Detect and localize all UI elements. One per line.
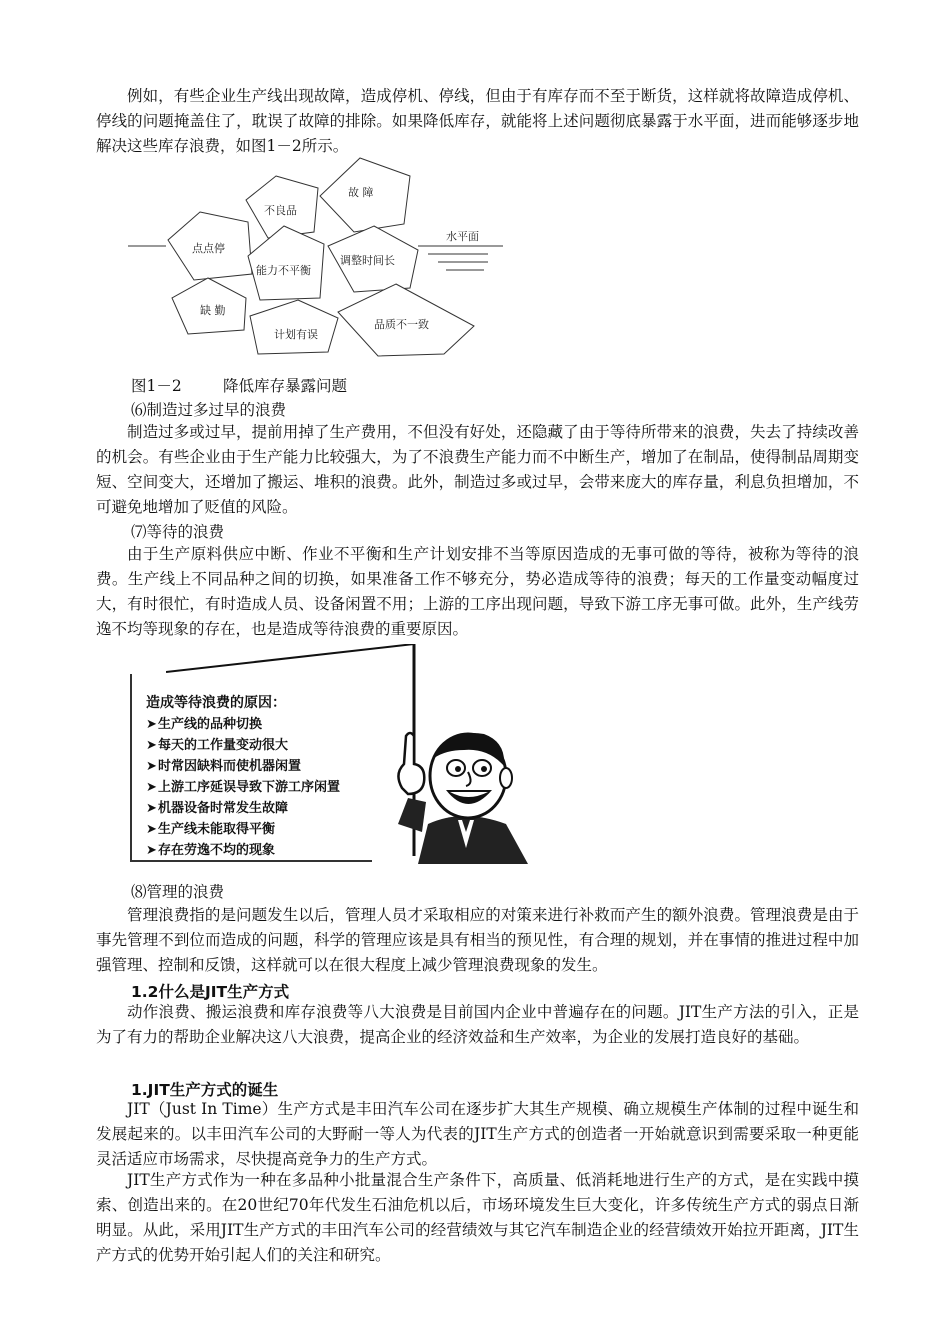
list-item: ➤生产线的品种切换 — [146, 717, 263, 732]
paragraph-overproduction: 制造过多或过早，提前用掉了生产费用，不但没有好处，还隐藏了由于等待所带来的浪费，失去了持续改善的机会。有些企业由于生产能力比较强大，为了不浪费生产能力而不中断生产，增加了在制品，使得制品周期变短、空间变大，还增加了搬运、堆积的浪费。此外，制造过多或过早，会带来庞大的库存量，利息负担增加，不可避免地增加了贬值的风险。 — [96, 423, 859, 516]
paragraph-jit-origin: JIT（Just In Time）生产方式是丰田汽车公司在逐步扩大其生产规模、确立规模生产体制的过程中诞生和发展起来的。以丰田汽车公司的大野耐一等人为代表的JIT生产方式的创造者一开始就意识到需要采取一种更能灵活适应市场需求，尽快提高竞争力的生产方式。 — [96, 1100, 859, 1168]
label-plan: 计划有误 — [274, 328, 318, 341]
list-item: ➤上游工序延误导致下游工序闲置 — [146, 780, 341, 795]
cartoon-man-illustration — [388, 728, 538, 864]
label-setup: 调整时间长 — [340, 254, 395, 267]
section-item-8: ⑻管理的浪费 — [131, 883, 225, 901]
label-fault: 故 障 — [348, 186, 374, 199]
list-item: ➤生产线未能取得平衡 — [146, 822, 276, 837]
pentagon-capacity — [248, 226, 324, 300]
reasons-list — [146, 714, 340, 861]
paragraph-eight-wastes: 动作浪费、搬运浪费和库存浪费等八大浪费是目前国内企业中普遍存在的问题。JIT生产方法的引入，正是为了有力的帮助企业解决这八大浪费，提高企业的经济效益和生产效率，为企业的发展打造良好的基础。 — [96, 1003, 859, 1046]
waiting-reasons-figure — [126, 644, 546, 866]
paragraph-jit-development: JIT生产方式作为一种在多品种小批量混合生产条件下，高质量、低消耗地进行生产的方式，是在实践中摸索、创造出来的。在20世纪70年代发生石油危机以后，市场环境发生巨大变化，许多传统生产方式的弱点日渐明显。从此，采用JIT生产方式的丰田汽车公司的经营绩效与其它汽车制造企业的经营绩效开始拉开距离，JIT生产方式的优势开始引起人们的关注和研究。 — [96, 1171, 859, 1264]
list-item: ➤时常因缺料而使机器闲置 — [146, 759, 302, 774]
list-item: ➤存在劳逸不均的现象 — [146, 843, 276, 858]
inventory-water-level-diagram — [128, 148, 503, 370]
list-item: ➤机器设备时常发生故障 — [146, 801, 289, 816]
label-absence: 缺 勤 — [200, 304, 226, 317]
intro-paragraph: 例如，有些企业生产线出现故障，造成停机、停线，但由于有库存而不至于断货，这样就将故障造成停机、停线的问题掩盖住了，耽误了故障的排除。如果降低库存，就能将上述问题彻底暴露于水平面，进而能够逐步地解决这些库存浪费，如图1－2所示。 — [96, 87, 859, 155]
reasons-title: 造成等待浪费的原因： — [146, 695, 286, 711]
paragraph-management: 管理浪费指的是问题发生以后，管理人员才采取相应的对策来进行补救而产生的额外浪费。管理浪费是由于事先管理不到位而造成的问题，科学的管理应该是具有相当的预见性，有合理的规划，并在事情的推进过程中加强管理、控制和反馈，这样就可以在很大程度上减少管理浪费现象的发生。 — [96, 906, 859, 974]
section-item-6: ⑹制造过多过早的浪费 — [131, 401, 287, 419]
section-item-7: ⑺等待的浪费 — [131, 523, 225, 541]
pentagon-plan — [250, 300, 338, 354]
paragraph-waiting: 由于生产原料供应中断、作业不平衡和生产计划安排不当等原因造成的无事可做的等待，被称为等待的浪费。生产线上不同品种之间的切换，如果准备工作不够充分，势必造成等待的浪费；每天的工作量变动幅度过大，有时很忙，有时造成人员、设备闲置不用；上游的工序出现问题，导致下游工序无事可做。此外，生产线劳逸不均等现象的存在，也是造成等待浪费的重要原因。 — [96, 545, 859, 638]
list-item: ➤每天的工作量变动很大 — [146, 738, 289, 753]
label-quality: 品质不一致 — [374, 318, 429, 331]
label-downtime: 点点停 — [192, 242, 225, 255]
figure-caption — [131, 374, 347, 396]
caption-number: 图1－2 — [131, 377, 182, 395]
label-water: 水平面 — [446, 230, 479, 243]
label-capacity: 能力不平衡 — [256, 264, 311, 277]
heading-jit-birth: 1.JIT生产方式的诞生 — [131, 1081, 279, 1099]
label-defect: 不良品 — [264, 204, 297, 217]
caption-text: 降低库存暴露问题 — [223, 377, 348, 395]
heading-what-is-jit: 1.2什么是JIT生产方式 — [131, 983, 290, 1001]
